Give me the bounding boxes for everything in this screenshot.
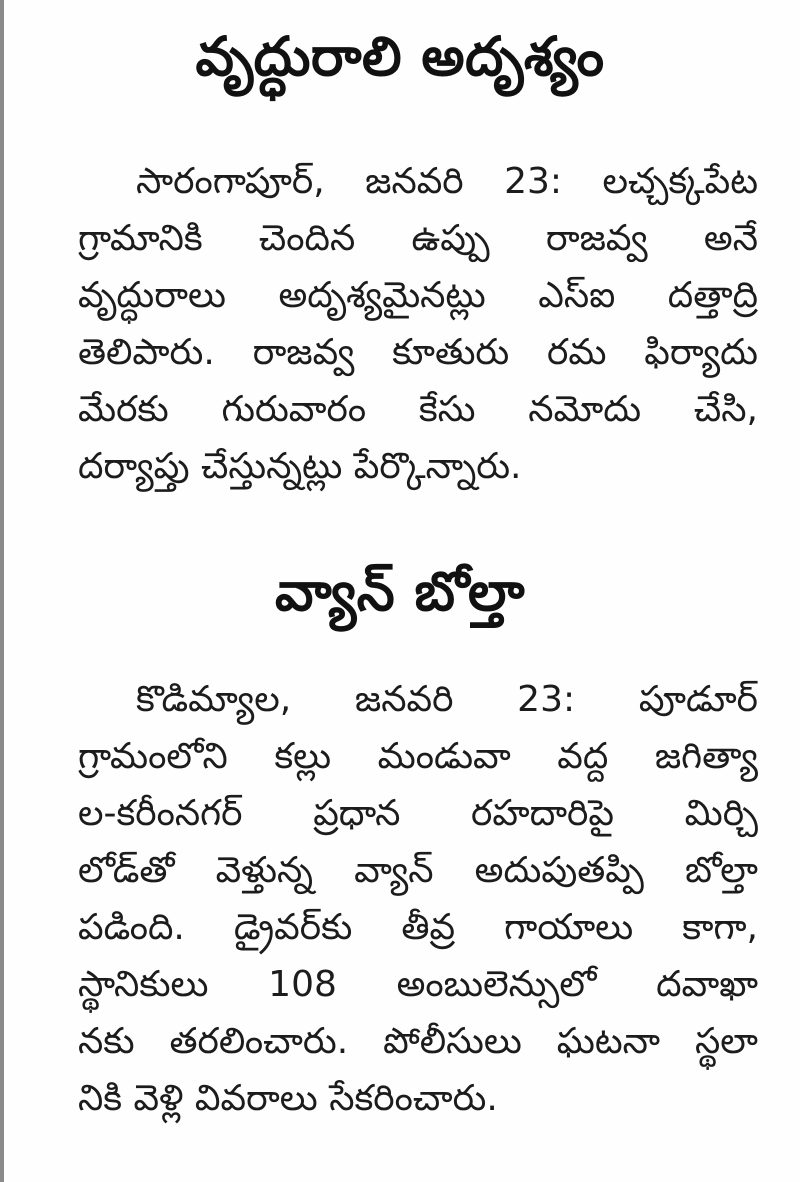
article-line: గ్రామంలోని కల్లు మండువా వద్ద జగిత్యా (78, 736, 758, 777)
article-line: నకు తరలించారు. పోలీసులు ఘటనా స్థలా (78, 1021, 758, 1062)
article-line: కొడిమ్యాల, జనవరి 23: పూడూర్ (136, 679, 758, 720)
article-line: స్థానికులు 108 అంబులెన్సులో దవాఖా (78, 964, 758, 1005)
article-line: పడింది. డ్రైవర్‌కు తీవ్ర గాయాలు కాగా, (78, 907, 758, 948)
article-line: గ్రామానికి చెందిన ఉప్పు రాజవ్వ అనే (78, 218, 758, 259)
headline-elderly-woman-missing: వృద్ధురాలి అదృశ్యం (195, 25, 605, 88)
article-line: దర్యాప్తు చేస్తున్నట్లు పేర్కొన్నారు. (78, 446, 522, 487)
article-line: వృద్ధురాలు అదృశ్యమైనట్లు ఎస్ఐ దత్తాద్రి (78, 275, 758, 316)
headline-van-overturned: వ్యాన్ బోల్తా (274, 560, 526, 623)
article-line: తెలిపారు. రాజవ్వ కూతురు రమ ఫిర్యాదు (78, 332, 758, 373)
article-body-van (78, 671, 758, 1127)
article-line: ల-కరీంనగర్ ప్రధాన రహదారిపై మిర్చి (78, 793, 758, 834)
article-body-missing (78, 153, 758, 495)
article-line: సారంగాపూర్, జనవరి 23: లచ్చక్కపేట (136, 161, 758, 202)
article-line: లోడ్‌తో వెళ్తున్న వ్యాన్ అదుపుతప్పి బోల్తా (78, 850, 758, 891)
article-line: నికి వెళ్లి వివరాలు సేకరించారు. (78, 1078, 498, 1119)
article-line: మేరకు గురువారం కేసు నమోదు చేసి, (78, 389, 758, 430)
